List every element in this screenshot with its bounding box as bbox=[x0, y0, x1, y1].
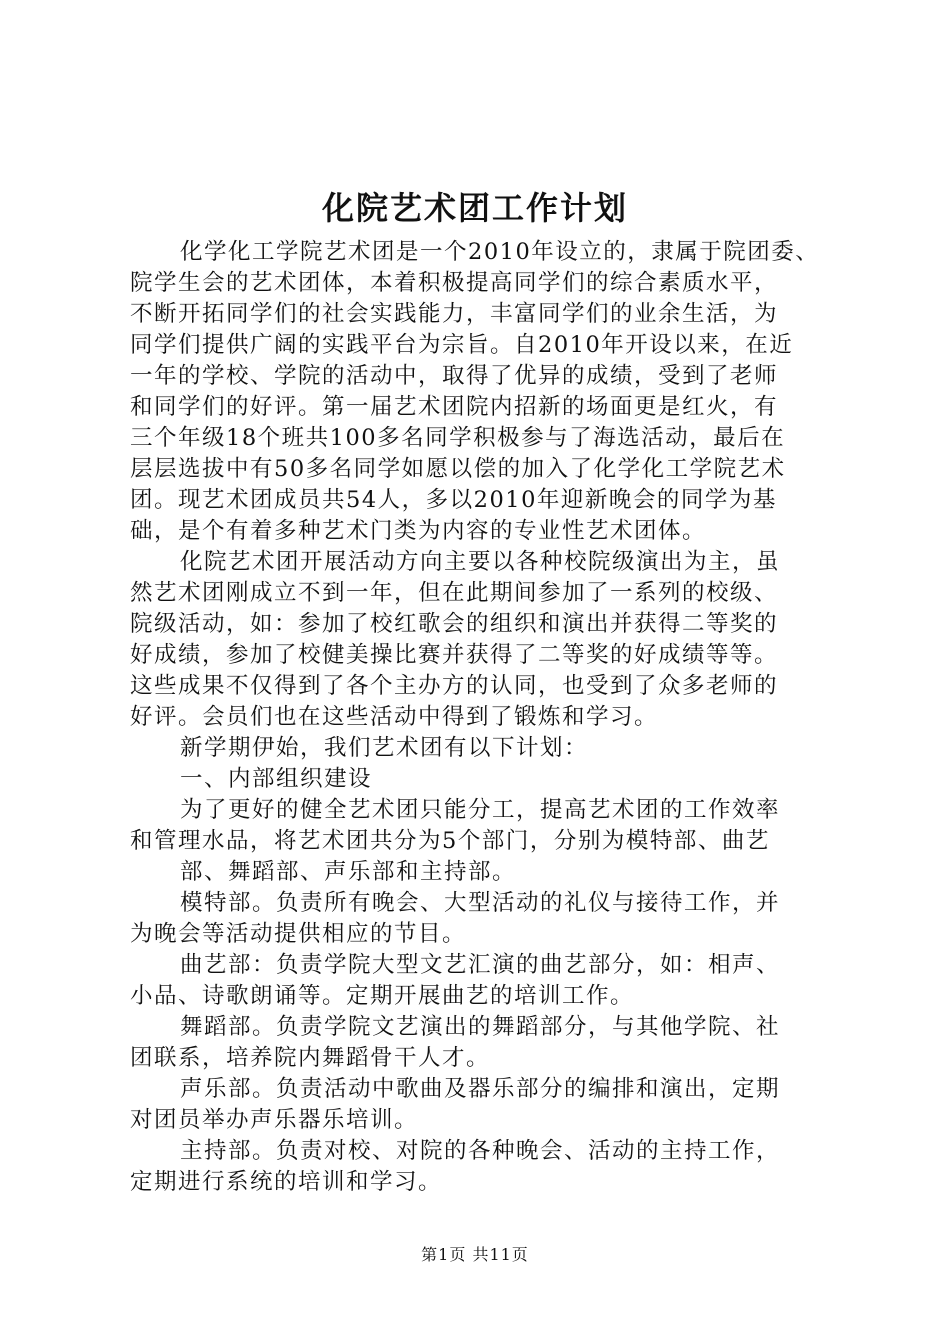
text-line: 三个年级18个班共100多名同学积极参与了海选活动，最后在 bbox=[130, 425, 786, 451]
text-line: 和同学们的好评。第一届艺术团院内招新的场面更是红火，有 bbox=[130, 394, 779, 420]
text-line: 好成绩，参加了校健美操比赛并获得了二等奖的好成绩等等。 bbox=[130, 642, 779, 668]
text-line: 曲艺部：负责学院大型文艺汇演的曲艺部分，如：相声、 bbox=[180, 952, 781, 978]
text-line: 院级活动，如：参加了校红歌会的组织和演出并获得二等奖的 bbox=[130, 611, 779, 637]
text-line: 团。现艺术团成员共54人，多以2010年迎新晚会的同学为基 bbox=[130, 487, 777, 513]
section-heading: 一、内部组织建设 bbox=[180, 766, 373, 792]
text-line: 模特部。负责所有晚会、大型活动的礼仪与接待工作，并 bbox=[180, 890, 781, 916]
text-line: 化学化工学院艺术团是一个2010年设立的，隶属于院团委、 bbox=[180, 239, 820, 265]
text-line: 对团员举办声乐器乐培训。 bbox=[130, 1107, 419, 1133]
text-line: 一年的学校、学院的活动中，取得了优异的成绩，受到了老师 bbox=[130, 363, 779, 389]
text-line: 为了更好的健全艺术团只能分工，提高艺术团的工作效率 bbox=[180, 797, 781, 823]
text-line: 好评。会员们也在这些活动中得到了锻炼和学习。 bbox=[130, 704, 659, 730]
page-footer: 第1页 共11页 bbox=[421, 1245, 529, 1264]
text-line: 不断开拓同学们的社会实践能力，丰富同学们的业余生活，为 bbox=[130, 301, 779, 327]
text-line: 新学期伊始，我们艺术团有以下计划： bbox=[180, 735, 589, 761]
text-line: 团联系，培养院内舞蹈骨干人才。 bbox=[130, 1045, 491, 1071]
text-line: 化院艺术团开展活动方向主要以各种校院级演出为主，虽 bbox=[180, 549, 781, 575]
text-line: 小品、诗歌朗诵等。定期开展曲艺的培训工作。 bbox=[130, 983, 635, 1009]
text-line: 同学们提供广阔的实践平台为宗旨。自2010年开设以来，在近 bbox=[130, 332, 794, 358]
text-line: 层层选拔中有50多名同学如愿以偿的加入了化学化工学院艺术 bbox=[130, 456, 786, 482]
text-line: 部、舞蹈部、声乐部和主持部。 bbox=[180, 859, 517, 885]
text-line: 然艺术团刚成立不到一年，但在此期间参加了一系列的校级、 bbox=[130, 580, 779, 606]
text-line: 主持部。负责对校、对院的各种晚会、活动的主持工作， bbox=[180, 1138, 781, 1164]
text-line: 定期进行系统的培训和学习。 bbox=[130, 1169, 443, 1195]
text-line: 和管理水品，将艺术团共分为5个部门，分别为模特部、曲艺 bbox=[130, 828, 770, 854]
text-line: 院学生会的艺术团体，本着积极提高同学们的综合素质水平， bbox=[130, 270, 779, 296]
text-line: 这些成果不仅得到了各个主办方的认同，也受到了众多老师的 bbox=[130, 673, 779, 699]
text-line: 为晚会等活动提供相应的节目。 bbox=[130, 921, 467, 947]
text-line: 舞蹈部。负责学院文艺演出的舞蹈部分，与其他学院、社 bbox=[180, 1014, 781, 1040]
text-line: 声乐部。负责活动中歌曲及器乐部分的编排和演出，定期 bbox=[180, 1076, 781, 1102]
text-line: 础，是个有着多种艺术门类为内容的专业性艺术团体。 bbox=[130, 518, 707, 544]
document-title: 化院艺术团工作计划 bbox=[321, 189, 628, 227]
